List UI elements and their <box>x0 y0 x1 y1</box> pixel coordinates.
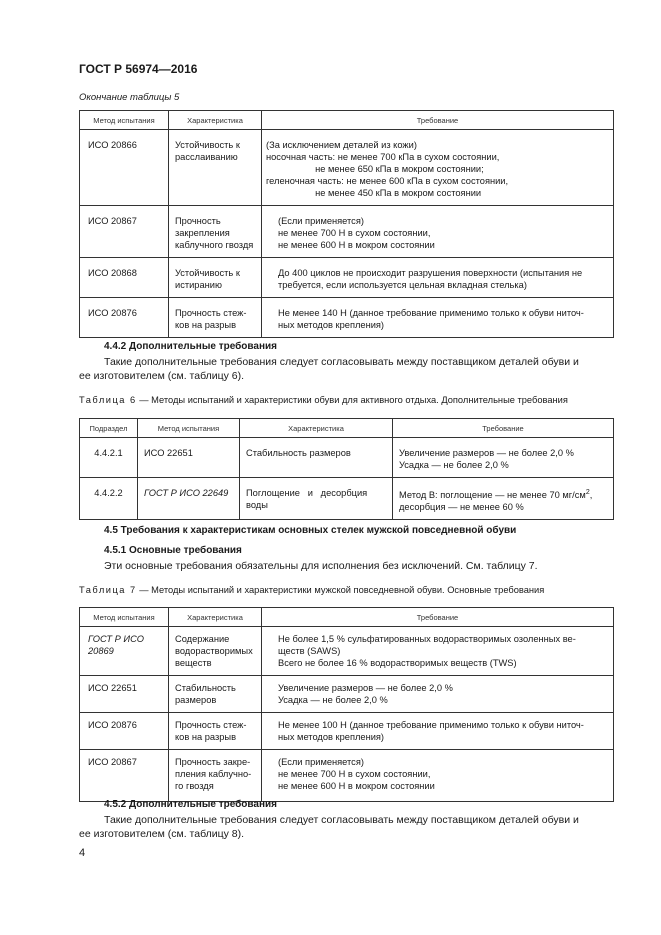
method-cell: ГОСТ Р ИСО 20869 <box>80 627 169 676</box>
table7-header-req: Требование <box>262 608 614 627</box>
table6 <box>79 418 614 520</box>
characteristic-cell: Стабильность размеров <box>169 676 262 713</box>
method-cell: ИСО 20876 <box>80 298 169 338</box>
table7-caption-label: Таблица 7 <box>79 585 137 595</box>
table-row <box>80 206 614 258</box>
requirement-cell: (За исключением деталей из кожи) носочная часть: не менее 700 кПа в сухом состоянии, не менее 650 кПа в мокром состоянии; геленочная часть: не менее 600 кПа в сухом состоянии, не менее 450 кПа в мокром состоянии <box>262 130 614 206</box>
section-4-4-2-text-2: ее изготовителем (см. таблицу 6). <box>79 370 245 382</box>
section-4-5-1-text: Эти основные требования обязательны для исполнения без исключений. См. таблицу 7. <box>104 560 538 572</box>
table-row <box>80 478 614 520</box>
section-4-5-2-title: 4.5.2 Дополнительные требования <box>104 799 278 810</box>
requirement-cell <box>393 478 614 520</box>
characteristic-cell: Поглощение и десорбция воды <box>240 478 393 520</box>
table7-header-char: Характеристика <box>169 608 262 627</box>
requirement-cell: Не менее 100 Н (данное требование применимо только к обуви ниточ- ных методов крепления) <box>262 713 614 750</box>
table6-header-method: Метод испытания <box>138 419 240 438</box>
section-4-5-2-text-1: Такие дополнительные требования следует согласовывать между поставщиком деталей обуви и <box>104 814 579 826</box>
table6-header-char: Характеристика <box>240 419 393 438</box>
table5-header-char: Характеристика <box>169 111 262 130</box>
requirement-cell: (Если применяется) не менее 700 Н в сухом состоянии, не менее 600 Н в мокром состоянии <box>262 750 614 802</box>
table-row <box>80 750 614 802</box>
requirement-cell: Увеличение размеров — не более 2,0 % Усадка — не более 2,0 % <box>393 438 614 478</box>
table6-caption-label: Таблица 6 <box>79 395 137 405</box>
characteristic-cell: Прочность закрепления каблучного гвоздя <box>169 206 262 258</box>
characteristic-cell: Устойчивость к истиранию <box>169 258 262 298</box>
method-cell: ИСО 22651 <box>80 676 169 713</box>
table6-caption-text: — Методы испытаний и характеристики обуви для активного отдыха. Дополнительные требования <box>136 395 568 405</box>
table6-header-req: Требование <box>393 419 614 438</box>
characteristic-cell: Стабильность размеров <box>240 438 393 478</box>
table-row <box>80 438 614 478</box>
characteristic-cell: Прочность стеж- ков на разрыв <box>169 298 262 338</box>
table5-header-req: Требование <box>262 111 614 130</box>
subsection-cell: 4.4.2.2 <box>80 478 138 520</box>
method-cell: ИСО 20867 <box>80 206 169 258</box>
requirement-superscript: 2 <box>585 489 590 496</box>
requirement-cell: Не менее 140 Н (данное требование применимо только к обуви ниточ- ных методов крепления) <box>262 298 614 338</box>
section-4-5-1-title: 4.5.1 Основные требования <box>104 545 242 556</box>
characteristic-cell: Прочность закре- пления каблучно- го гвоздя <box>169 750 262 802</box>
method-cell: ИСО 20876 <box>80 713 169 750</box>
subsection-cell: 4.4.2.1 <box>80 438 138 478</box>
table-row <box>80 130 614 206</box>
section-4-5-2-text-2: ее изготовителем (см. таблицу 8). <box>79 828 245 840</box>
method-cell: ИСО 20868 <box>80 258 169 298</box>
characteristic-cell: Содержание водорастворимых веществ <box>169 627 262 676</box>
table7-caption-text: — Методы испытаний и характеристики мужской повседневной обуви. Основные требования <box>136 585 545 595</box>
characteristic-cell: Прочность стеж- ков на разрыв <box>169 713 262 750</box>
characteristic-cell: Устойчивость к расслаиванию <box>169 130 262 206</box>
table-row <box>80 713 614 750</box>
section-4-4-2-title: 4.4.2 Дополнительные требования <box>104 341 278 352</box>
table7-header-method: Метод испытания <box>80 608 169 627</box>
table5-header-row <box>80 111 614 130</box>
table-row <box>80 258 614 298</box>
table7-header-row <box>80 608 614 627</box>
table7-caption <box>79 585 544 595</box>
requirement-text-b: , десорбция — не менее 60 % <box>399 490 593 513</box>
table5 <box>79 110 614 338</box>
requirement-text-a: Метод B: поглощение — не менее 70 мг/см <box>399 490 586 501</box>
table6-header-row <box>80 419 614 438</box>
method-cell: ИСО 22651 <box>138 438 240 478</box>
requirement-cell: До 400 циклов не происходит разрушения поверхности (испытания не требуется, если используется цельная вкладная стелька) <box>262 258 614 298</box>
table6-caption <box>79 395 568 405</box>
requirement-cell: (Если применяется) не менее 700 Н в сухом состоянии, не менее 600 Н в мокром состоянии <box>262 206 614 258</box>
table5-header-method: Метод испытания <box>80 111 169 130</box>
requirement-cell: Увеличение размеров — не более 2,0 % Усадка — не более 2,0 % <box>262 676 614 713</box>
method-cell: ГОСТ Р ИСО 22649 <box>138 478 240 520</box>
table5-caption: Окончание таблицы 5 <box>79 92 180 103</box>
table-row <box>80 676 614 713</box>
method-cell: ИСО 20866 <box>80 130 169 206</box>
section-4-5-title: 4.5 Требования к характеристикам основных стелек мужской повседневной обуви <box>104 525 517 536</box>
table-row <box>80 298 614 338</box>
requirement-cell: Не более 1,5 % сульфатированных водорастворимых озоленных ве- ществ (SAWS) Всего не более 16 % водорастворимых веществ (TWS) <box>262 627 614 676</box>
page-number: 4 <box>79 847 86 859</box>
method-cell: ИСО 20867 <box>80 750 169 802</box>
table6-header-sub: Подраздел <box>80 419 138 438</box>
table7 <box>79 607 614 802</box>
section-4-4-2-text-1: Такие дополнительные требования следует согласовывать между поставщиком деталей обуви и <box>104 356 579 368</box>
table-row <box>80 627 614 676</box>
document-header: ГОСТ Р 56974—2016 <box>79 62 198 76</box>
